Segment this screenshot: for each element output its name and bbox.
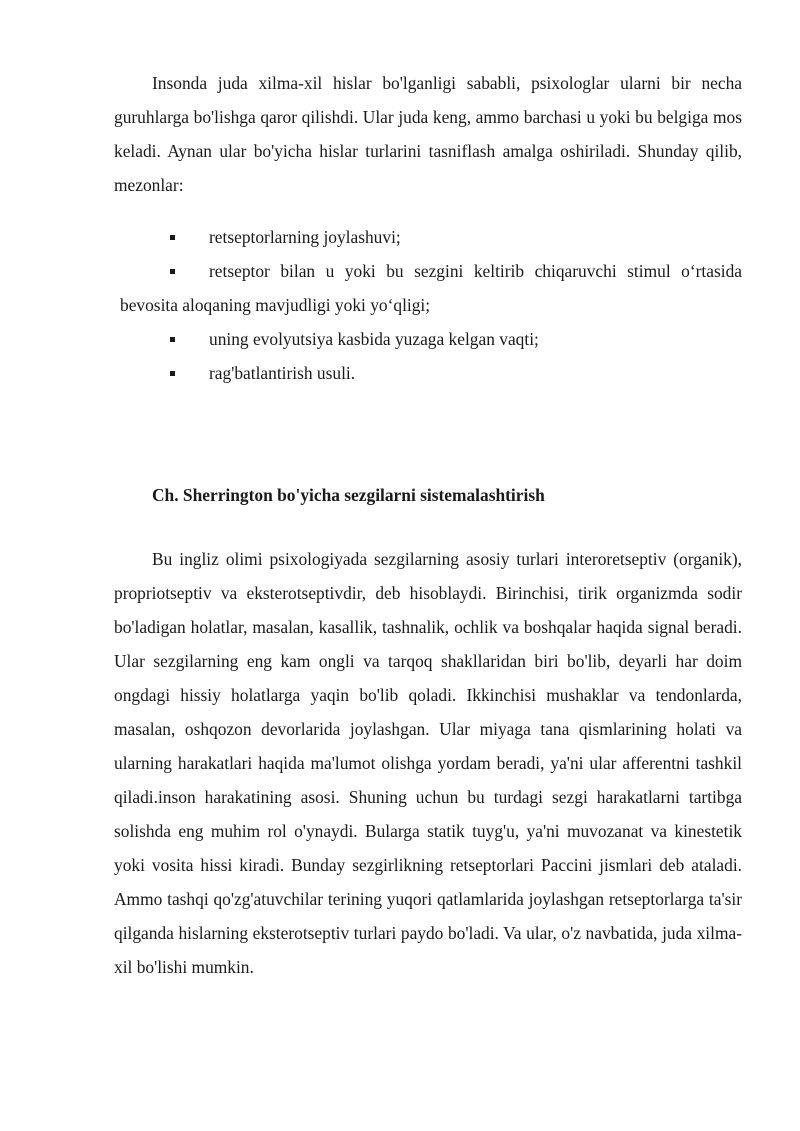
bullet-square-icon xyxy=(170,337,175,342)
list-item-text: retseptor bilan u yoki bu sezgini keltirib chiqaruvchi stimul o‘rtasida xyxy=(209,261,742,281)
section-heading: Ch. Sherrington bo'yicha sezgilarni sistemalashtirish xyxy=(152,485,545,505)
list-item-text: rag'batlantirish usuli. xyxy=(209,363,356,383)
bullet-square-icon xyxy=(170,235,175,240)
intro-paragraph: Insonda juda xilma-xil hislar bo'lganligi sababli, psixologlar ularni bir necha guruhlarga bo'lishga qaror qilishdi. Ular juda keng, ammo barchasi u yoki bu belgiga mos keladi. Aynan ular bo'yicha hislar turlarini tasniflash amalga oshiriladi. Shunday qilib, mezonlar: xyxy=(114,73,742,195)
criteria-list xyxy=(114,220,742,390)
list-item-text: retseptorlarning joylashuvi; xyxy=(209,227,401,247)
list-item-continuation: bevosita aloqaning mavjudligi yoki yo‘qligi; xyxy=(120,295,431,315)
list-item xyxy=(114,322,742,356)
list-item xyxy=(114,254,742,322)
bullet-square-icon xyxy=(170,269,175,274)
list-item xyxy=(114,356,742,390)
body-paragraph: Bu ingliz olimi psixologiyada sezgilarning asosiy turlari interoretseptiv (organik), propriotseptiv va eksterotseptivdir, deb hisoblaydi. Birinchisi, tirik organizmda sodir bo'ladigan holatlar, masalan, kasallik, tashnalik, ochlik va boshqalar haqida signal beradi. Ular sezgilarning eng kam ongli va tarqoq shakllaridan biri bo'lib, deyarli har doim ongdagi hissiy holatlarga yaqin bo'lib qoladi. Ikkinchisi mushaklar va tendonlarda, masalan, oshqozon devorlarida joylashgan. Ular miyaga tana qismlarining holati va ularning harakatlari haqida ma'lumot olishga yordam beradi, ya'ni ular afferentni tashkil qiladi.inson harakatining asosi. Shuning uchun bu turdagi sezgi harakatlarni tartibga solishda eng muhim rol o'ynaydi. Bularga statik tuyg'u, ya'ni muvozanat va kinestetik yoki vosita hissi kiradi. Bunday sezgirlikning retseptorlari Paccini jismlari deb ataladi. Ammo tashqi qo'zg'atuvchilar terining yuqori qatlamlarida joylashgan retseptorlarga ta'sir qilganda hislarning eksterotseptiv turlari paydo bo'ladi. Va ular, o'z navbatida, juda xilma-xil bo'lishi mumkin. xyxy=(114,549,742,977)
bullet-square-icon xyxy=(170,371,175,376)
list-item xyxy=(114,220,742,254)
document-page xyxy=(114,66,742,984)
list-item-text: uning evolyutsiya kasbida yuzaga kelgan vaqti; xyxy=(209,329,539,349)
